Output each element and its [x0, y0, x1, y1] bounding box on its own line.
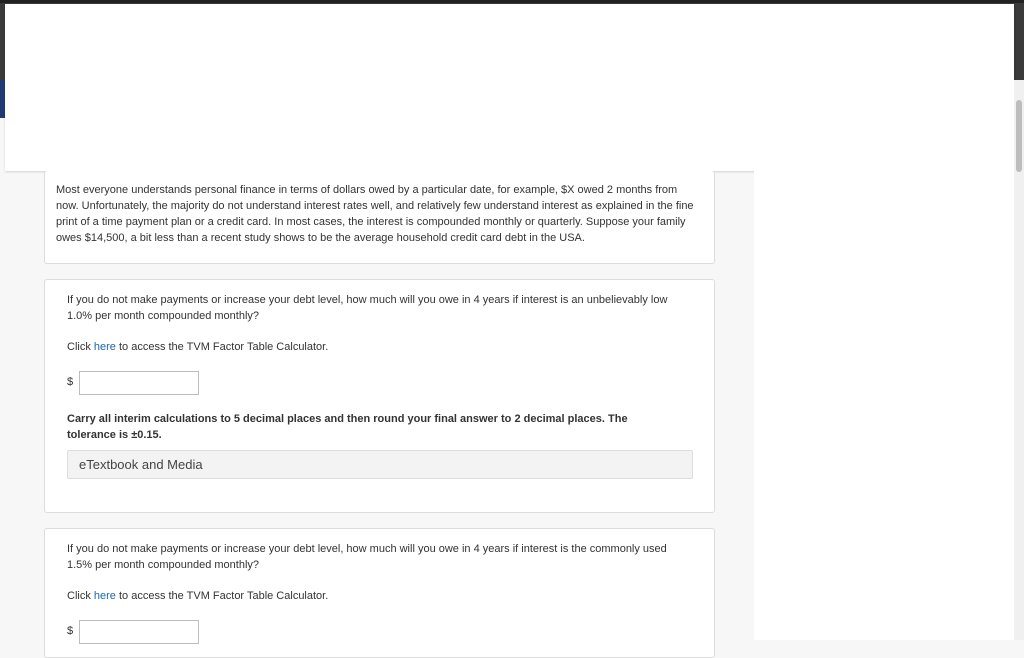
currency-symbol: $: [67, 625, 74, 637]
intro-card: [44, 171, 715, 264]
right-side-panel: [754, 171, 1024, 640]
answer-input[interactable]: [79, 371, 199, 395]
click-prefix: Click: [67, 341, 94, 353]
question-text: If you do not make payments or increase your debt level, how much will you owe in 4 years if interest is an unbelievably low 1.0% per month compounded monthly?: [67, 294, 668, 322]
calculator-link-line: [67, 590, 328, 602]
click-suffix: to access the TVM Factor Table Calculator.: [115, 341, 329, 353]
question-text: If you do not make payments or increase your debt level, how much will you owe in 4 years if interest is the commonly used 1.5% per month compounded monthly?: [67, 543, 667, 571]
question-card-1: [44, 279, 715, 513]
etextbook-media-button[interactable]: eTextbook and Media: [67, 450, 693, 479]
currency-symbol: $: [67, 376, 74, 388]
question-card-2: [44, 528, 715, 658]
intro-text: Most everyone understands personal finance in terms of dollars owed by a particular date, for example, $X owed 2 months from now. Unfortunately, the majority do not understand interest rates well, and relatively few understand interest as explained in the fine print of a time payment plan or a credit card. In most cases, the interest is compounded monthly or quarterly. Suppose your family owes $14,500, a bit less than a recent study shows to be the average household credit card debt in the USA.: [56, 184, 694, 244]
calculator-link[interactable]: here: [93, 341, 116, 353]
rounding-instructions: Carry all interim calculations to 5 decimal places and then round your final answer to 2 decimal places. The tolerance is ±0.15.: [67, 413, 628, 441]
calculator-link-line: [67, 341, 328, 353]
click-suffix: to access the TVM Factor Table Calculator.: [115, 590, 329, 602]
overlay-panel: [5, 4, 1014, 171]
click-prefix: Click: [67, 590, 94, 602]
answer-input[interactable]: [79, 620, 199, 644]
scrollbar-thumb[interactable]: [1016, 100, 1022, 172]
calculator-link[interactable]: here: [93, 590, 116, 602]
